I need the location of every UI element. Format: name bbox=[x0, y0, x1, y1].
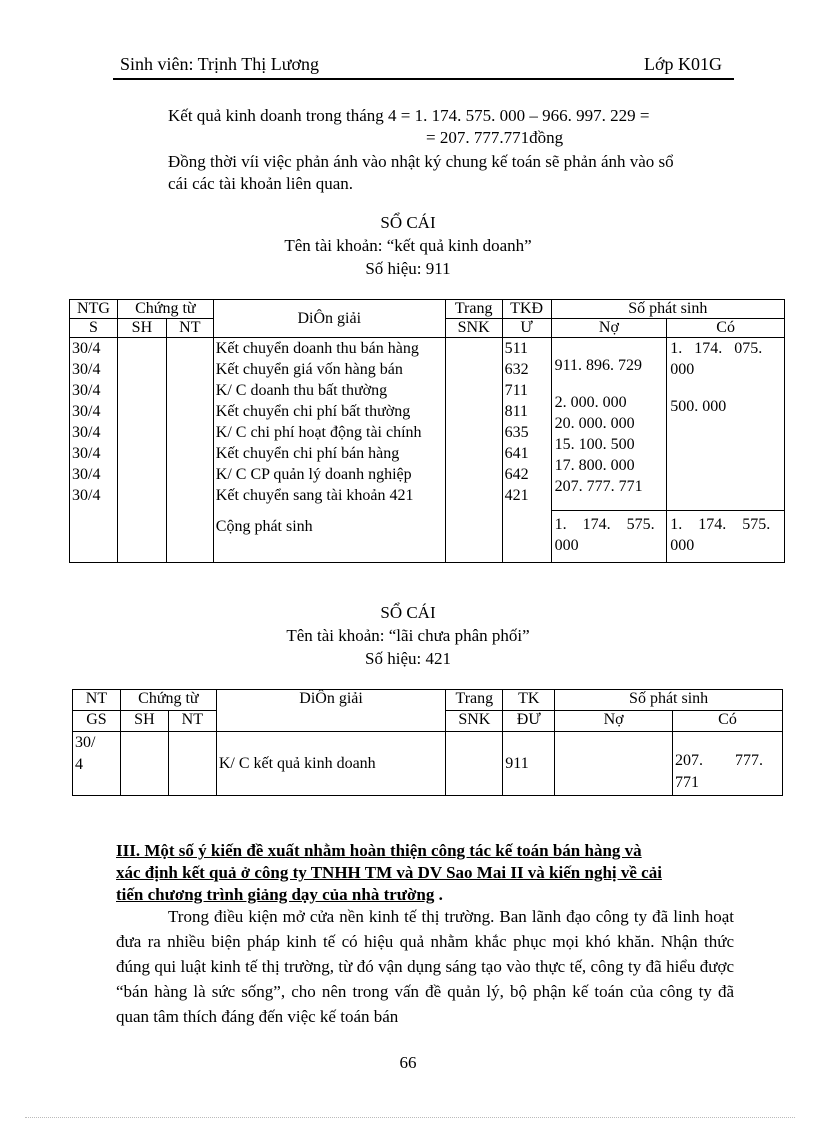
total-label: Cộng phát sinh bbox=[215, 518, 313, 535]
date-cell: 30/4 bbox=[72, 361, 101, 378]
ledger2-h-sh: SH bbox=[120, 711, 168, 732]
ledger2-h-acct-bot: ĐƯ bbox=[503, 711, 555, 732]
ledger2-debit-col bbox=[555, 732, 673, 796]
acct-cell: 632 bbox=[504, 361, 529, 378]
ledger2-account-no: Số hiệu: 421 bbox=[365, 649, 451, 668]
ledger2-page-col bbox=[446, 732, 503, 796]
total-debit-2: 000 bbox=[554, 537, 579, 554]
intro-line-2: = 207. 777.771đồng bbox=[426, 128, 564, 147]
ledger2-nt-col bbox=[168, 732, 216, 796]
header-class: Lớp K01G bbox=[644, 54, 723, 74]
ledger2-h-acct-top: TK bbox=[503, 690, 555, 711]
ledger1-debits bbox=[551, 338, 667, 563]
acct-cell: 711 bbox=[504, 382, 529, 399]
ledger1-h-desc: DiÔn giải bbox=[213, 300, 445, 338]
ledger1-title: SỔ CÁI bbox=[380, 213, 436, 232]
ledger1-credits bbox=[667, 338, 785, 563]
section-heading bbox=[116, 840, 736, 906]
ledger2-sh-col bbox=[120, 732, 168, 796]
date-cell: 30/4 bbox=[72, 403, 101, 420]
total-credit-2: 000 bbox=[670, 537, 695, 554]
desc-cell: Kết chuyển doanh thu bán hàng bbox=[215, 340, 419, 357]
ledger2-h-credit: Có bbox=[673, 711, 783, 732]
desc-cell: K/ C chi phí hoạt động tài chính bbox=[215, 424, 422, 441]
ledger1-h-acct-bot: Ư bbox=[502, 319, 551, 338]
ledger2-h-page-bot: SNK bbox=[446, 711, 503, 732]
credit-cell: 771 bbox=[675, 774, 699, 791]
ledger1-nt-col bbox=[166, 338, 213, 563]
ledger2-h-page-top: Trang bbox=[446, 690, 503, 711]
acct-cell: 421 bbox=[504, 487, 529, 504]
debit-cell: 20. 000. 000 bbox=[554, 415, 635, 432]
ledger1-h-credit: Có bbox=[667, 319, 785, 338]
total-credit: 1. 174. 575. bbox=[670, 516, 771, 533]
page-number: 66 bbox=[399, 1053, 417, 1072]
intro-line-1: Kết quả kinh doanh trong tháng 4 = 1. 174. 575. 000 – 966. 997. 229 = bbox=[168, 106, 650, 125]
date-cell: 30/4 bbox=[72, 340, 101, 357]
header-student: Sinh viên: Trịnh Thị Lương bbox=[120, 54, 319, 74]
desc-cell: Kết chuyển giá vốn hàng bán bbox=[215, 361, 403, 378]
ledger2-date bbox=[73, 732, 121, 796]
total-debit: 1. 174. 575. bbox=[554, 516, 655, 533]
section-heading-line-2: xác định kết quả ở công ty TNHH TM và DV Sao Mai II và kiến nghị về cải bbox=[116, 863, 662, 882]
ledger1-accounts bbox=[502, 338, 551, 563]
date-cell: 30/4 bbox=[72, 424, 101, 441]
ledger2-h-nt: NT bbox=[168, 711, 216, 732]
acct-cell: 635 bbox=[504, 424, 529, 441]
debit-cell: 15. 100. 500 bbox=[554, 436, 635, 453]
date-cell: 30/4 bbox=[72, 445, 101, 462]
ledger2-h-debit: Nợ bbox=[555, 711, 673, 732]
ledger1-h-amount: Số phát sinh bbox=[551, 300, 784, 319]
date-cell: 30/4 bbox=[72, 487, 101, 504]
section-heading-line-3: tiến chương trình giảng dạy của nhà trường bbox=[116, 885, 435, 904]
ledger2-table bbox=[72, 689, 783, 796]
desc-cell: Kết chuyển sang tài khoản 421 bbox=[215, 487, 414, 504]
desc-cell: K/ C CP quản lý doanh nghiệp bbox=[215, 466, 412, 483]
section-body: Trong điều kiện mở cửa nền kinh tế thị trường. Ban lãnh đạo công ty đã linh hoạt đưa ra nhiều biện pháp kinh tế có hiệu quả nhằm khắc phục mọi khó khăn. Nhận thức đúng qui luật kinh tế thị trường, từ đó vận dụng sáng tạo vào thực tế, công ty đã hiểu được “bán hàng là sức sống”, cho nên trong vấn đề quản lý, bộ phận kế toán của công ty đã quan tâm thích đáng đến việc kế toán bán bbox=[116, 907, 734, 1026]
desc-cell: K/ C doanh thu bất thường bbox=[215, 382, 388, 399]
acct-cell: 511 bbox=[504, 340, 529, 357]
ledger2-body-row bbox=[73, 732, 783, 796]
ledger1-h-page-bot: SNK bbox=[445, 319, 502, 338]
ledger1-h-page-top: Trang bbox=[445, 300, 502, 319]
ledger2-title: SỔ CÁI bbox=[380, 603, 436, 622]
ledger1-body-row bbox=[70, 338, 785, 563]
ledger2-account-name: Tên tài khoản: “lãi chưa phân phối” bbox=[286, 626, 530, 645]
ledger2-h-ntgs-top: NT bbox=[73, 690, 121, 711]
total-divider bbox=[667, 510, 784, 511]
ledger2-credit bbox=[673, 732, 783, 796]
ledger1-h-ntgs-bot: S bbox=[70, 319, 118, 338]
ledger1-sh-col bbox=[117, 338, 166, 563]
ledger1-page-col bbox=[445, 338, 502, 563]
ledger2-account: 911 bbox=[503, 732, 555, 796]
ledger1-dates bbox=[70, 338, 118, 563]
date-cell: 30/4 bbox=[72, 382, 101, 399]
credit-cell: 1. 174. 075. bbox=[670, 340, 763, 357]
desc-cell: Kết chuyển chi phí bất thường bbox=[215, 403, 411, 420]
ledger2-h-ntgs-bot: GS bbox=[73, 711, 121, 732]
section-heading-line-1: III. Một số ý kiến đề xuất nhằm hoàn thiện công tác kế toán bán hàng và bbox=[116, 841, 642, 860]
intro-line-3: Đồng thời víi việc phản ánh vào nhật ký chung kế toán sẽ phản ánh vào sổ bbox=[168, 152, 674, 171]
acct-cell: 641 bbox=[504, 445, 529, 462]
ledger2-h-desc: DiÔn giải bbox=[216, 690, 446, 732]
ledger1-descriptions bbox=[213, 338, 445, 563]
desc-cell: Kết chuyển chi phí bán hàng bbox=[215, 445, 400, 462]
ledger1-table bbox=[69, 299, 785, 563]
debit-cell: 207. 777. 771 bbox=[554, 478, 643, 495]
ledger1-h-voucher: Chứng từ bbox=[117, 300, 213, 319]
page-bottom-border bbox=[25, 1117, 795, 1118]
ledger1-account-name: Tên tài khoản: “kết quả kinh doanh” bbox=[284, 236, 532, 255]
header-rule bbox=[113, 78, 734, 80]
ledger1-h-nt: NT bbox=[166, 319, 213, 338]
total-divider bbox=[552, 510, 667, 511]
debit-cell: 911. 896. 729 bbox=[554, 357, 642, 374]
ledger1-h-acct-top: TKĐ bbox=[502, 300, 551, 319]
ledger1-h-debit: Nợ bbox=[551, 319, 667, 338]
ledger1-h-sh: SH bbox=[117, 319, 166, 338]
ledger1-account-no: Số hiệu: 911 bbox=[365, 259, 451, 278]
acct-cell: 811 bbox=[504, 403, 529, 420]
ledger2-h-amount: Số phát sinh bbox=[555, 690, 783, 711]
date-cell: 4 bbox=[75, 756, 83, 773]
acct-cell: 642 bbox=[504, 466, 529, 483]
ledger2-h-voucher: Chứng từ bbox=[120, 690, 216, 711]
intro-line-4: cái các tài khoản liên quan. bbox=[168, 174, 354, 193]
date-cell: 30/4 bbox=[72, 466, 101, 483]
credit-cell: 207. 777. bbox=[675, 752, 763, 769]
ledger2-description: K/ C kết quả kinh doanh bbox=[216, 732, 446, 796]
debit-cell: 17. 800. 000 bbox=[554, 457, 635, 474]
ledger1-h-ntgs-top: NTG bbox=[70, 300, 118, 319]
credit-cell: 000 bbox=[670, 361, 695, 378]
credit-cell: 500. 000 bbox=[670, 398, 727, 415]
debit-cell: 2. 000. 000 bbox=[554, 394, 627, 411]
section-heading-end: . bbox=[434, 885, 443, 904]
date-cell: 30/ bbox=[75, 734, 96, 751]
